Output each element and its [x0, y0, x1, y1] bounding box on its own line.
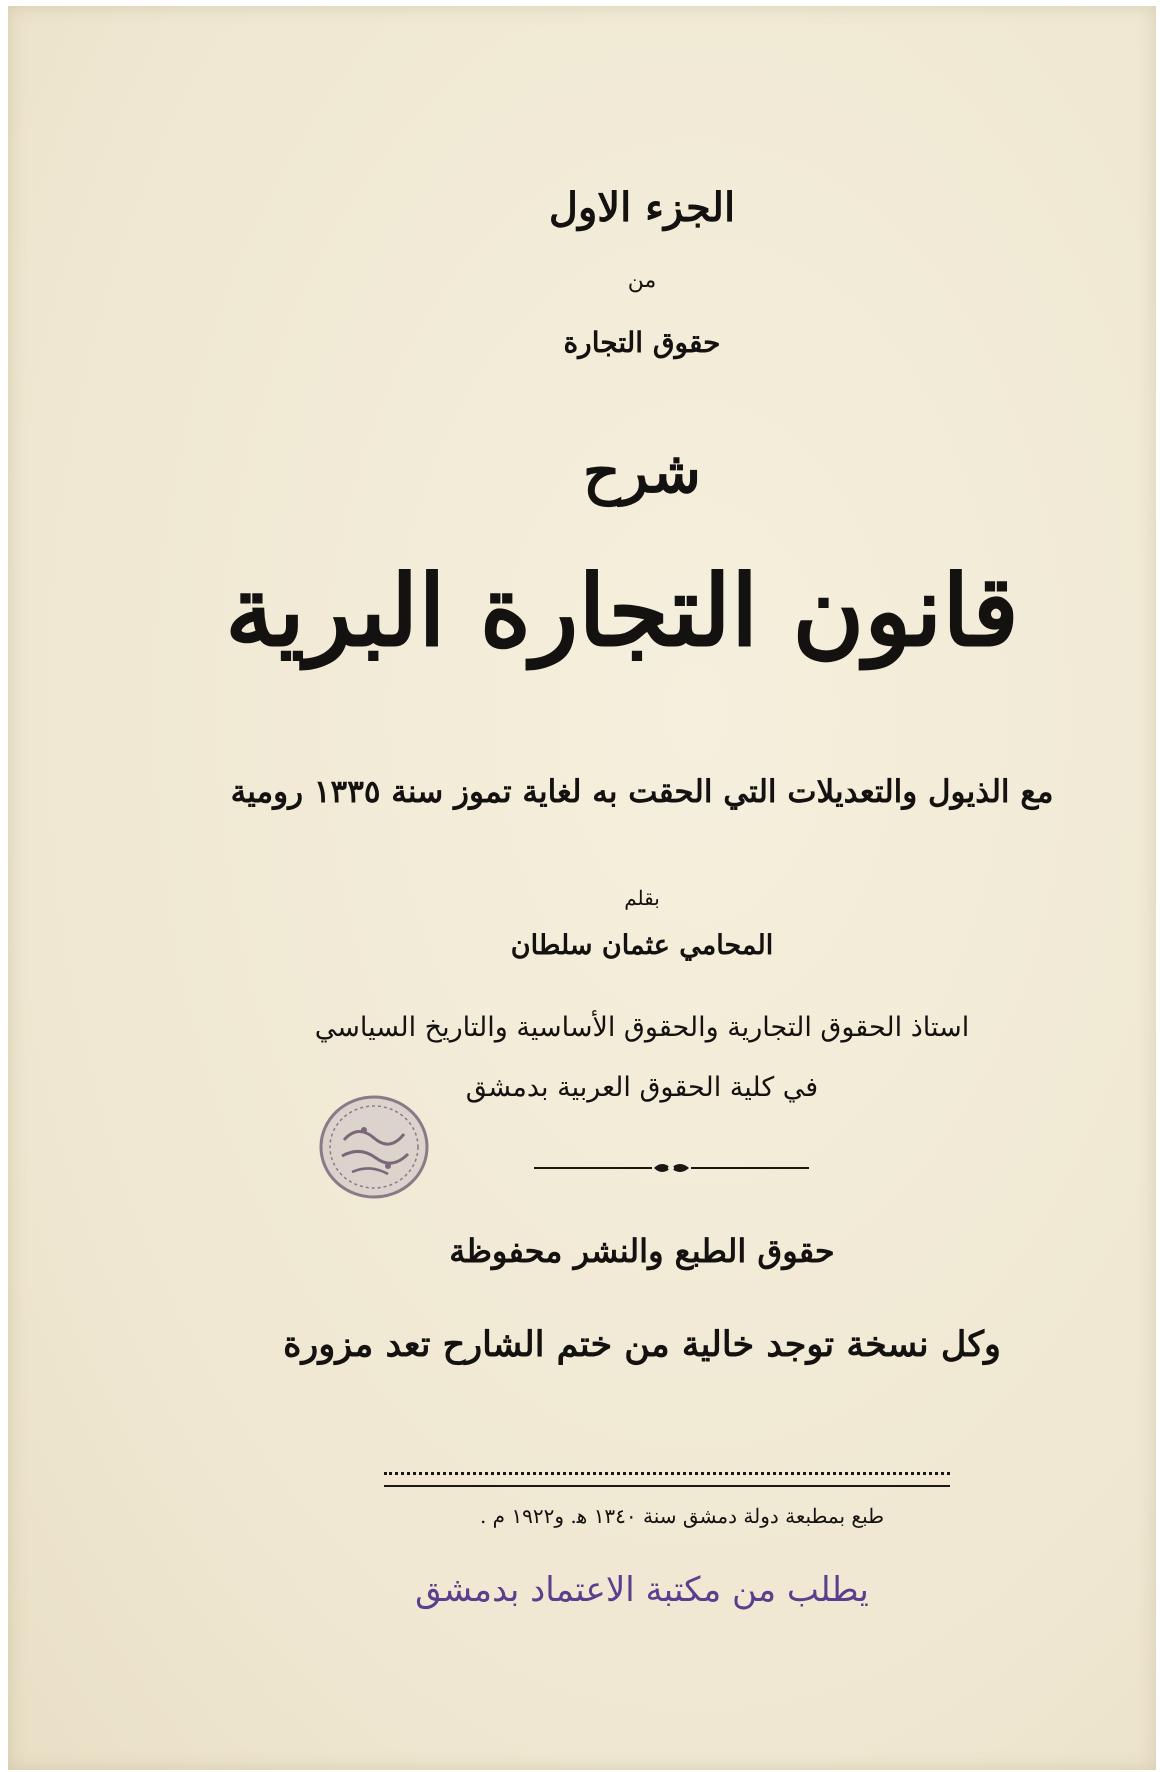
- author-name: المحامي عثمان سلطان: [510, 930, 774, 961]
- ornamental-divider: [534, 1160, 809, 1176]
- from-word: من: [627, 268, 657, 293]
- author-position-line-2: في كلية الحقوق العربية بدمشق: [465, 1072, 819, 1103]
- title-page: [8, 6, 1156, 1770]
- forgery-notice: وكل نسخة توجد خالية من ختم الشارح تعد مزورة: [283, 1324, 1001, 1365]
- printer-line: طبع بمطبعة دولة دمشق سنة ١٣٤٠ ه‍. و١٩٢٢ م .: [479, 1504, 885, 1528]
- rights-reserved: حقوق الطبع والنشر محفوظة: [449, 1232, 835, 1270]
- part-title: الجزء الاول: [548, 184, 736, 231]
- by-word: بقلم: [624, 886, 660, 910]
- seller-stamp: يطلب من مكتبة الاعتماد بدمشق: [415, 1570, 869, 1610]
- ornament-icon: [652, 1160, 691, 1176]
- part-subject: حقوق التجارة: [563, 326, 721, 359]
- main-title: قانون التجارة البرية: [225, 554, 1019, 669]
- author-position-line-1: استاذ الحقوق التجارية والحقوق الأساسية والتاريخ السياسي: [314, 1012, 970, 1043]
- subtitle: مع الذيول والتعديلات التي الحقت به لغاية تموز سنة ١٣٣٥ رومية: [230, 774, 1054, 810]
- explanation-word: شرح: [582, 438, 702, 506]
- dotted-rule: [384, 1472, 950, 1487]
- library-seal-stamp: [318, 1094, 430, 1200]
